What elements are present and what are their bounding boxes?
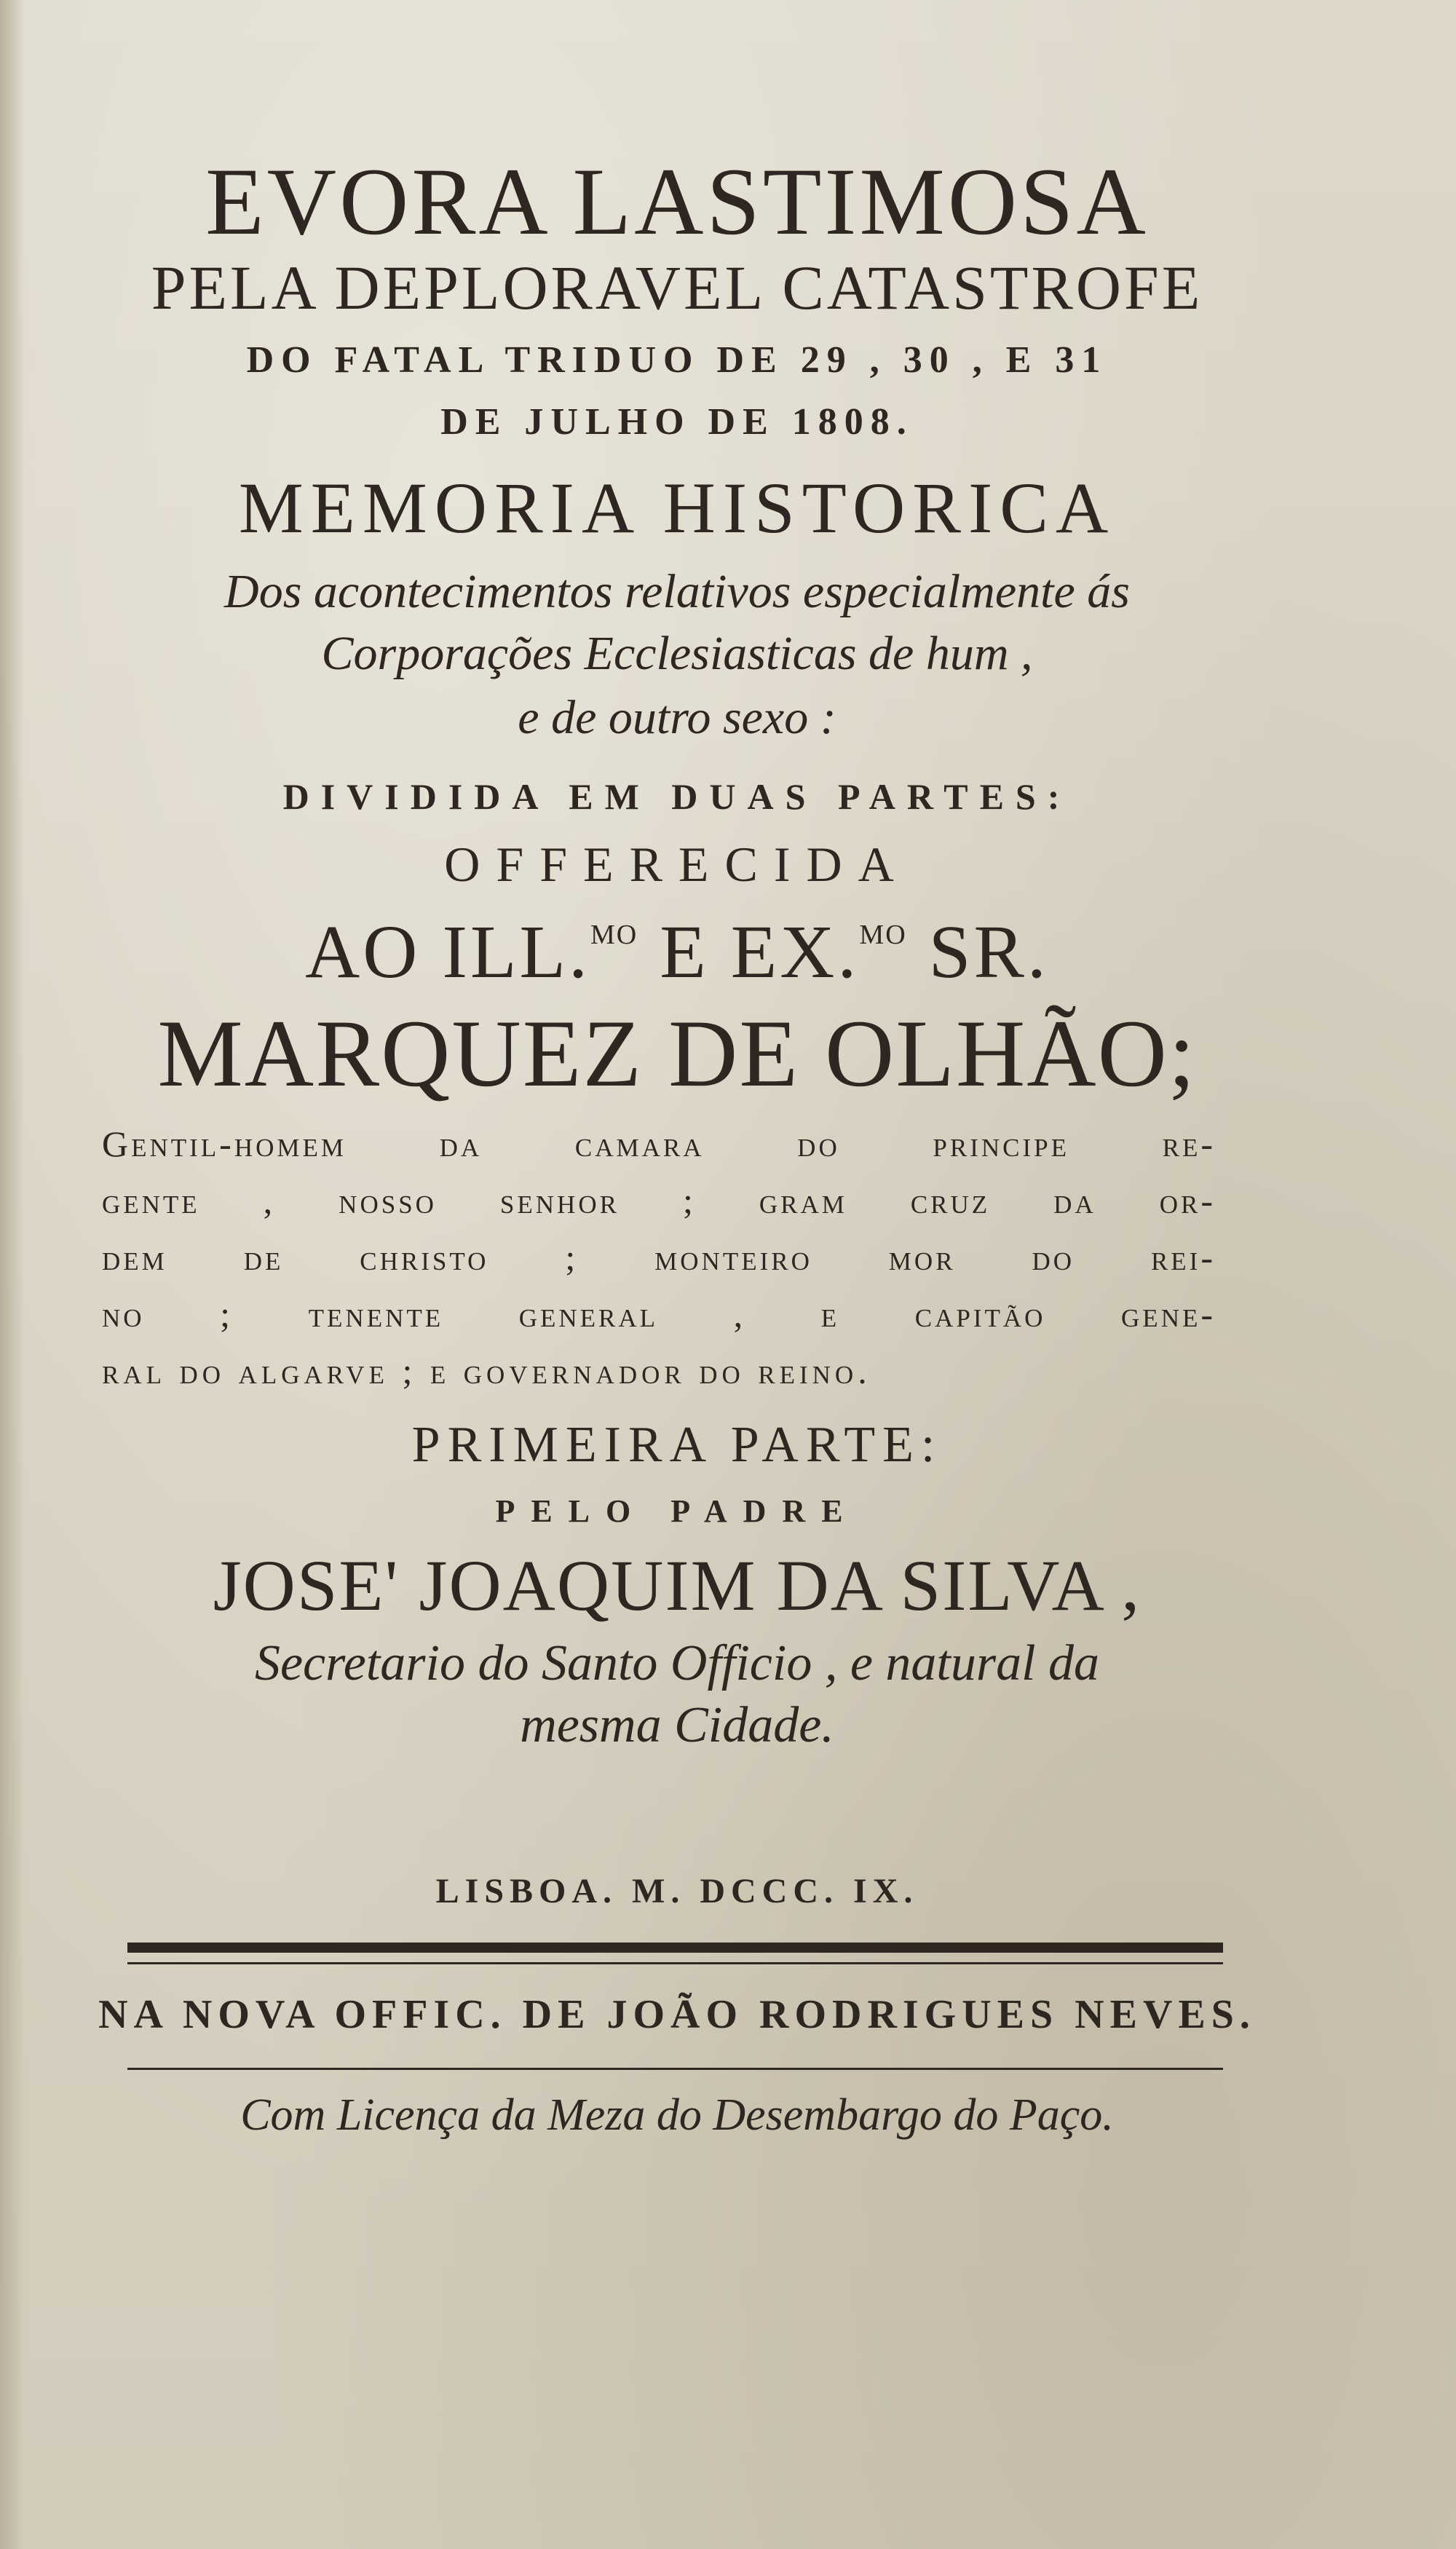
titles-line-4: no ; tenente general , e capitão gene- [102, 1294, 1216, 1335]
by-line: PELO PADRE [495, 1493, 859, 1529]
titles-line-3: dem de christo ; monteiro mor do rei- [102, 1237, 1216, 1278]
title-line-3: DO FATAL TRIDUO DE 29 , 30 , E 31 [246, 339, 1108, 381]
section-heading: MEMORIA HISTORICA [238, 467, 1116, 548]
imprint-rule-lower [127, 2068, 1223, 2070]
title-line-4: DE JULHO DE 1808. [440, 401, 914, 443]
dedication-ao: AO ILL. [305, 910, 591, 994]
dedication-e: E EX. [660, 910, 860, 994]
imprint-rule-thick [127, 1943, 1223, 1953]
author-name: JOSE' JOAQUIM DA SILVA , [213, 1545, 1142, 1626]
author-role-line-1: Secretario do Santo Officio , e natural da [254, 1635, 1100, 1691]
dedication-sr: SR. [928, 910, 1049, 994]
subtitle-line-1: Dos acontecimentos relativos especialmente ás [224, 565, 1130, 618]
imprint-license: Com Licença da Meza do Desembargo do Paço. [240, 2090, 1114, 2140]
dedicatee-name: MARQUEZ DE OLHÃO; [157, 1000, 1197, 1107]
subtitle-line-3: e de outro sexo : [518, 691, 836, 744]
imprint-rule-thin [127, 1962, 1223, 1964]
part-heading: PRIMEIRA PARTE: [411, 1417, 943, 1473]
titles-line-1: Gentil-homem da camara do principe re- [102, 1123, 1216, 1164]
dedication-line [87, 909, 1267, 995]
dedication-superscript-2: MO [859, 920, 907, 950]
imprint-place-date: LISBOA. M. DCCC. IX. [435, 1872, 919, 1910]
imprint-printer: NA NOVA OFFIC. DE JOÃO RODRIGUES NEVES. [98, 1992, 1256, 2037]
page-binding-edge [0, 0, 25, 2549]
author-role-line-2: mesma Cidade. [520, 1697, 834, 1753]
main-title: EVORA LASTIMOSA [205, 148, 1149, 255]
offered-label: OFFERECIDA [444, 837, 910, 892]
dedication-superscript-1: MO [590, 920, 638, 950]
division-note: DIVIDIDA EM DUAS PARTES: [282, 776, 1072, 817]
titles-line-5: ral do algarve ; e governador do reino. [102, 1351, 871, 1391]
title-line-2: PELA DEPLORAVEL CATASTROFE [151, 253, 1203, 323]
subtitle-line-2: Corporações Ecclesiasticas de hum , [321, 627, 1033, 680]
title-page [87, 0, 1267, 2549]
titles-line-2: gente , nosso senhor ; gram cruz da or- [102, 1180, 1216, 1221]
